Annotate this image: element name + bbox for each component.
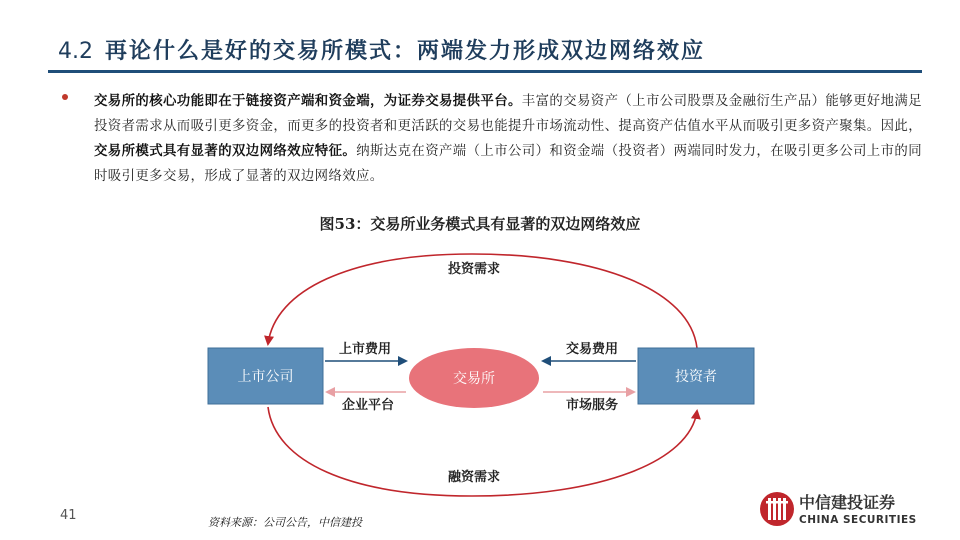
logo-english: CHINA SECURITIES xyxy=(799,514,917,526)
china-securities-logo xyxy=(757,489,927,529)
listed-company-label: 上市公司 xyxy=(237,369,294,385)
logo-emblem-icon xyxy=(760,492,794,526)
enterprise-platform-label: 企业平台 xyxy=(341,398,395,413)
trading-fee-label: 交易费用 xyxy=(565,342,619,357)
exchange-label: 交易所 xyxy=(453,371,495,387)
bottom-arc-label: 融资需求 xyxy=(447,470,501,485)
bullet-bold-2: 交易所模式具有显著的双边网络效应特征。 xyxy=(94,143,357,159)
top-arc-label: 投资需求 xyxy=(447,262,501,277)
section-number: 4.2 xyxy=(58,39,93,64)
investor-label: 投资者 xyxy=(675,369,717,385)
logo-chinese: 中信建投证券 xyxy=(799,493,896,512)
source-note: 资料来源：公司公告，中信建投 xyxy=(208,516,362,529)
figure-title: 图53：交易所业务模式具有显著的双边网络效应 xyxy=(319,215,641,233)
page-number: 41 xyxy=(60,508,77,523)
listing-fee-label: 上市费用 xyxy=(338,342,392,357)
bullet-text-2: 纳斯达克在资产端（上市公司）和资金端（投资者）两端同时发力，在吸引更多公司上市的同时吸引更多交易，形成了显著的双边网络效应。 xyxy=(94,144,922,184)
bullet-bold-1: 交易所的核心功能即在于链接资产端和资金端，为证券交易提供平台。 xyxy=(94,93,522,109)
market-services-label: 市场服务 xyxy=(565,398,619,413)
title-text: 再论什么是好的交易所模式：两端发力形成双边网络效应 xyxy=(105,38,706,64)
bullet-text-1: 丰富的交易资产（上市公司股票及金融衍生产品）能够更好地满足投资者需求从而吸引更多资金，而更多的投资者和更活跃的交易也能提升市场流动性、提高资产估值水平从而吸引更多资产聚集。因此， xyxy=(94,94,922,134)
